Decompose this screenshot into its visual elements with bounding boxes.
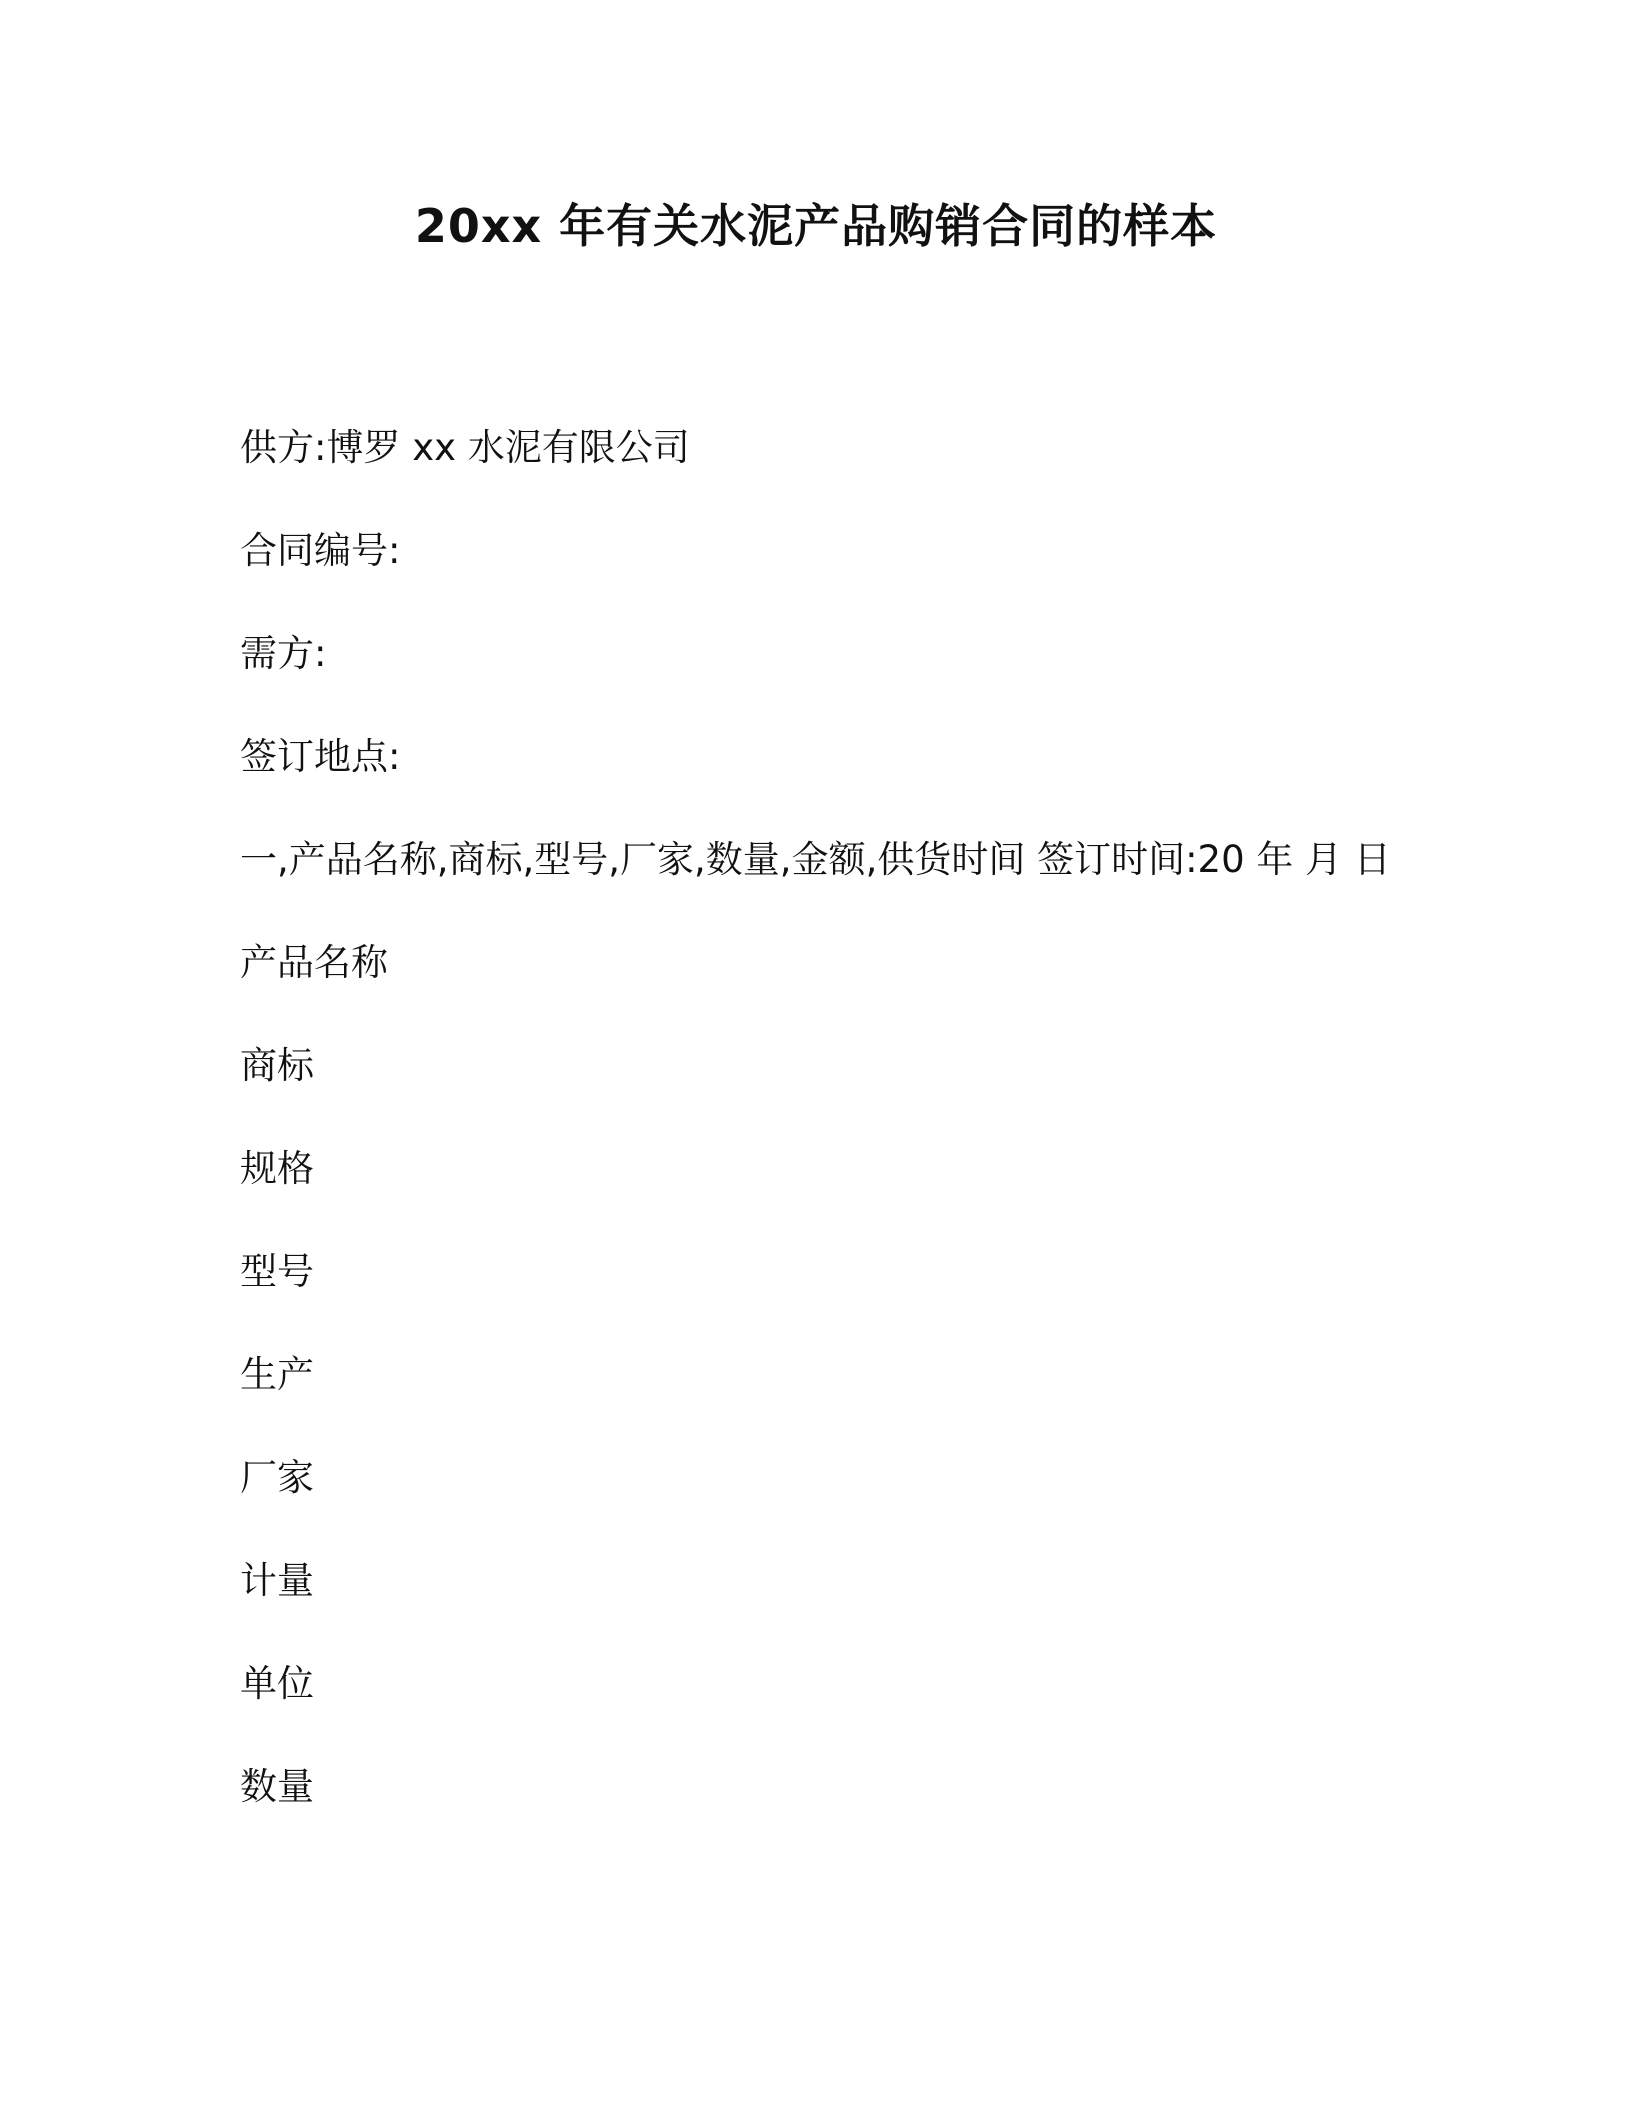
field-product-name: 产品名称 — [240, 941, 388, 984]
field-manufacturer: 厂家 — [240, 1456, 314, 1499]
field-measurement: 计量 — [240, 1559, 314, 1602]
field-model: 型号 — [240, 1250, 314, 1293]
field-unit: 单位 — [240, 1662, 314, 1705]
signing-place-line: 签订地点: — [240, 735, 401, 778]
section-one-heading: 一,产品名称,商标,型号,厂家,数量,金额,供货时间 签订时间:20 年 月 日 — [240, 838, 1391, 881]
field-quantity: 数量 — [240, 1765, 314, 1808]
contract-number-line: 合同编号: — [240, 529, 401, 572]
field-trademark: 商标 — [240, 1044, 314, 1087]
buyer-line: 需方: — [240, 632, 327, 675]
field-specification: 规格 — [240, 1147, 314, 1190]
field-production: 生产 — [240, 1353, 314, 1396]
contract-fields — [240, 422, 1440, 1864]
document-title: 20xx 年有关水泥产品购销合同的样本 — [414, 199, 1218, 253]
supplier-line: 供方:博罗 xx 水泥有限公司 — [240, 426, 690, 469]
